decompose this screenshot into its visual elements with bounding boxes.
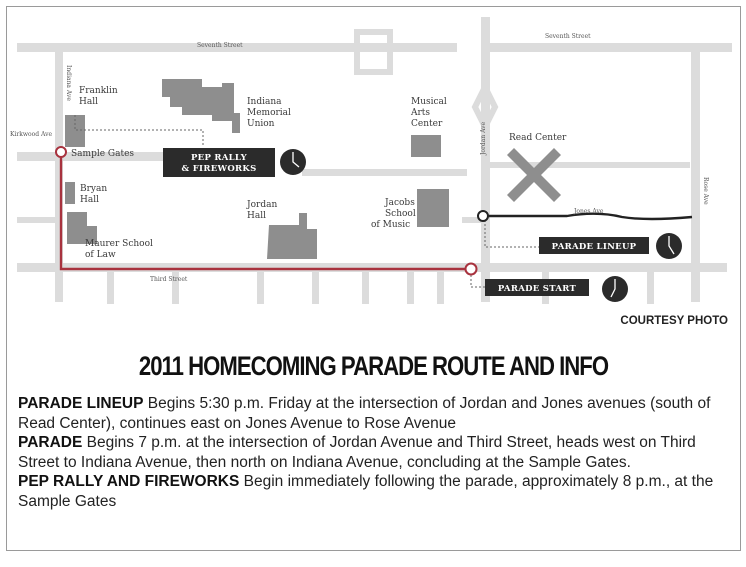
lineup-info [18,394,730,433]
pep-rally-badge [163,148,306,177]
pep-rally-info-text: Begin immediately following the parade, approximately 8 p.m., at the Sample Gates [18,473,714,510]
street-label-seventh-right: Seventh Street [545,33,591,40]
parade-start-marker [466,264,477,275]
label-jordan-hall: Jordan Hall [247,200,278,221]
label-read-center: Read Center [509,133,567,143]
label-musical-arts-center: Musical Arts Center [411,97,447,129]
musical-arts-center-building [411,135,441,157]
pep-rally-info-label: PEP RALLY AND FIREWORKS [18,473,240,491]
street-label-seventh-left: Seventh Street [197,42,243,49]
campus-map [7,7,740,307]
parade-info [18,433,730,472]
street-label-jordan: Jordan Ave [480,121,487,155]
label-imu: Indiana Memorial Union [247,97,291,129]
lineup-start-marker [478,211,488,221]
label-franklin-hall: Franklin Hall [79,86,118,107]
street-label-rose: Rose Ave [702,177,709,205]
sample-gates-marker [56,147,66,157]
parade-lineup-badge [539,233,682,259]
label-jacobs-school: Jacobs School of Music [371,198,416,230]
svg-text:PARADE START: PARADE START [497,284,577,294]
street-label-kirkwood: Kirkwood Ave [10,131,53,138]
lineup-info-text: Begins 5:30 p.m. Friday at the intersection of Jordan and Jones avenues (south of Read Center), continues east on Jones Avenue to Rose Avenue [18,395,711,432]
street-label-indiana: Indiana Ave [65,65,72,101]
event-info [18,394,730,512]
street-label-third: Third Street [150,276,188,283]
bryan-hall-building [65,182,75,204]
lineup-info-label: PARADE LINEUP [18,395,144,412]
jacobs-school-building [417,189,449,227]
svg-text:PARADE LINEUP: PARADE LINEUP [551,242,637,252]
parade-info-label: PARADE [18,434,83,452]
jordan-hall-building [267,213,317,259]
street-network [17,17,732,304]
pep-rally-info [18,472,730,511]
headline: 2011 HOMECOMING PARADE ROUTE AND INFO [138,351,609,381]
svg-text:PEP RALLY& FIREWORKS: PEP RALLY & FIREWORKS [181,153,257,174]
figure-frame [6,6,741,551]
label-maurer-school: Maurer School of Law [85,239,153,260]
label-bryan-hall: Bryan Hall [80,184,108,205]
imu-building [162,79,240,133]
label-sample-gates: Sample Gates [71,149,135,159]
lineup-pointer [485,220,539,247]
parade-info-text: Begins 7 p.m. at the intersection of Jordan Avenue and Third Street, heads west on Third Street to Indiana Avenue, then north on Indiana Avenue, concluding at the Sample Gates. [18,434,696,471]
street-label-jones: Jones Ave [574,208,604,215]
read-center-building [507,148,561,202]
photo-credit: COURTESY PHOTO [620,315,728,327]
parade-start-badge [485,276,628,302]
pep-rally-pointer [75,115,203,147]
